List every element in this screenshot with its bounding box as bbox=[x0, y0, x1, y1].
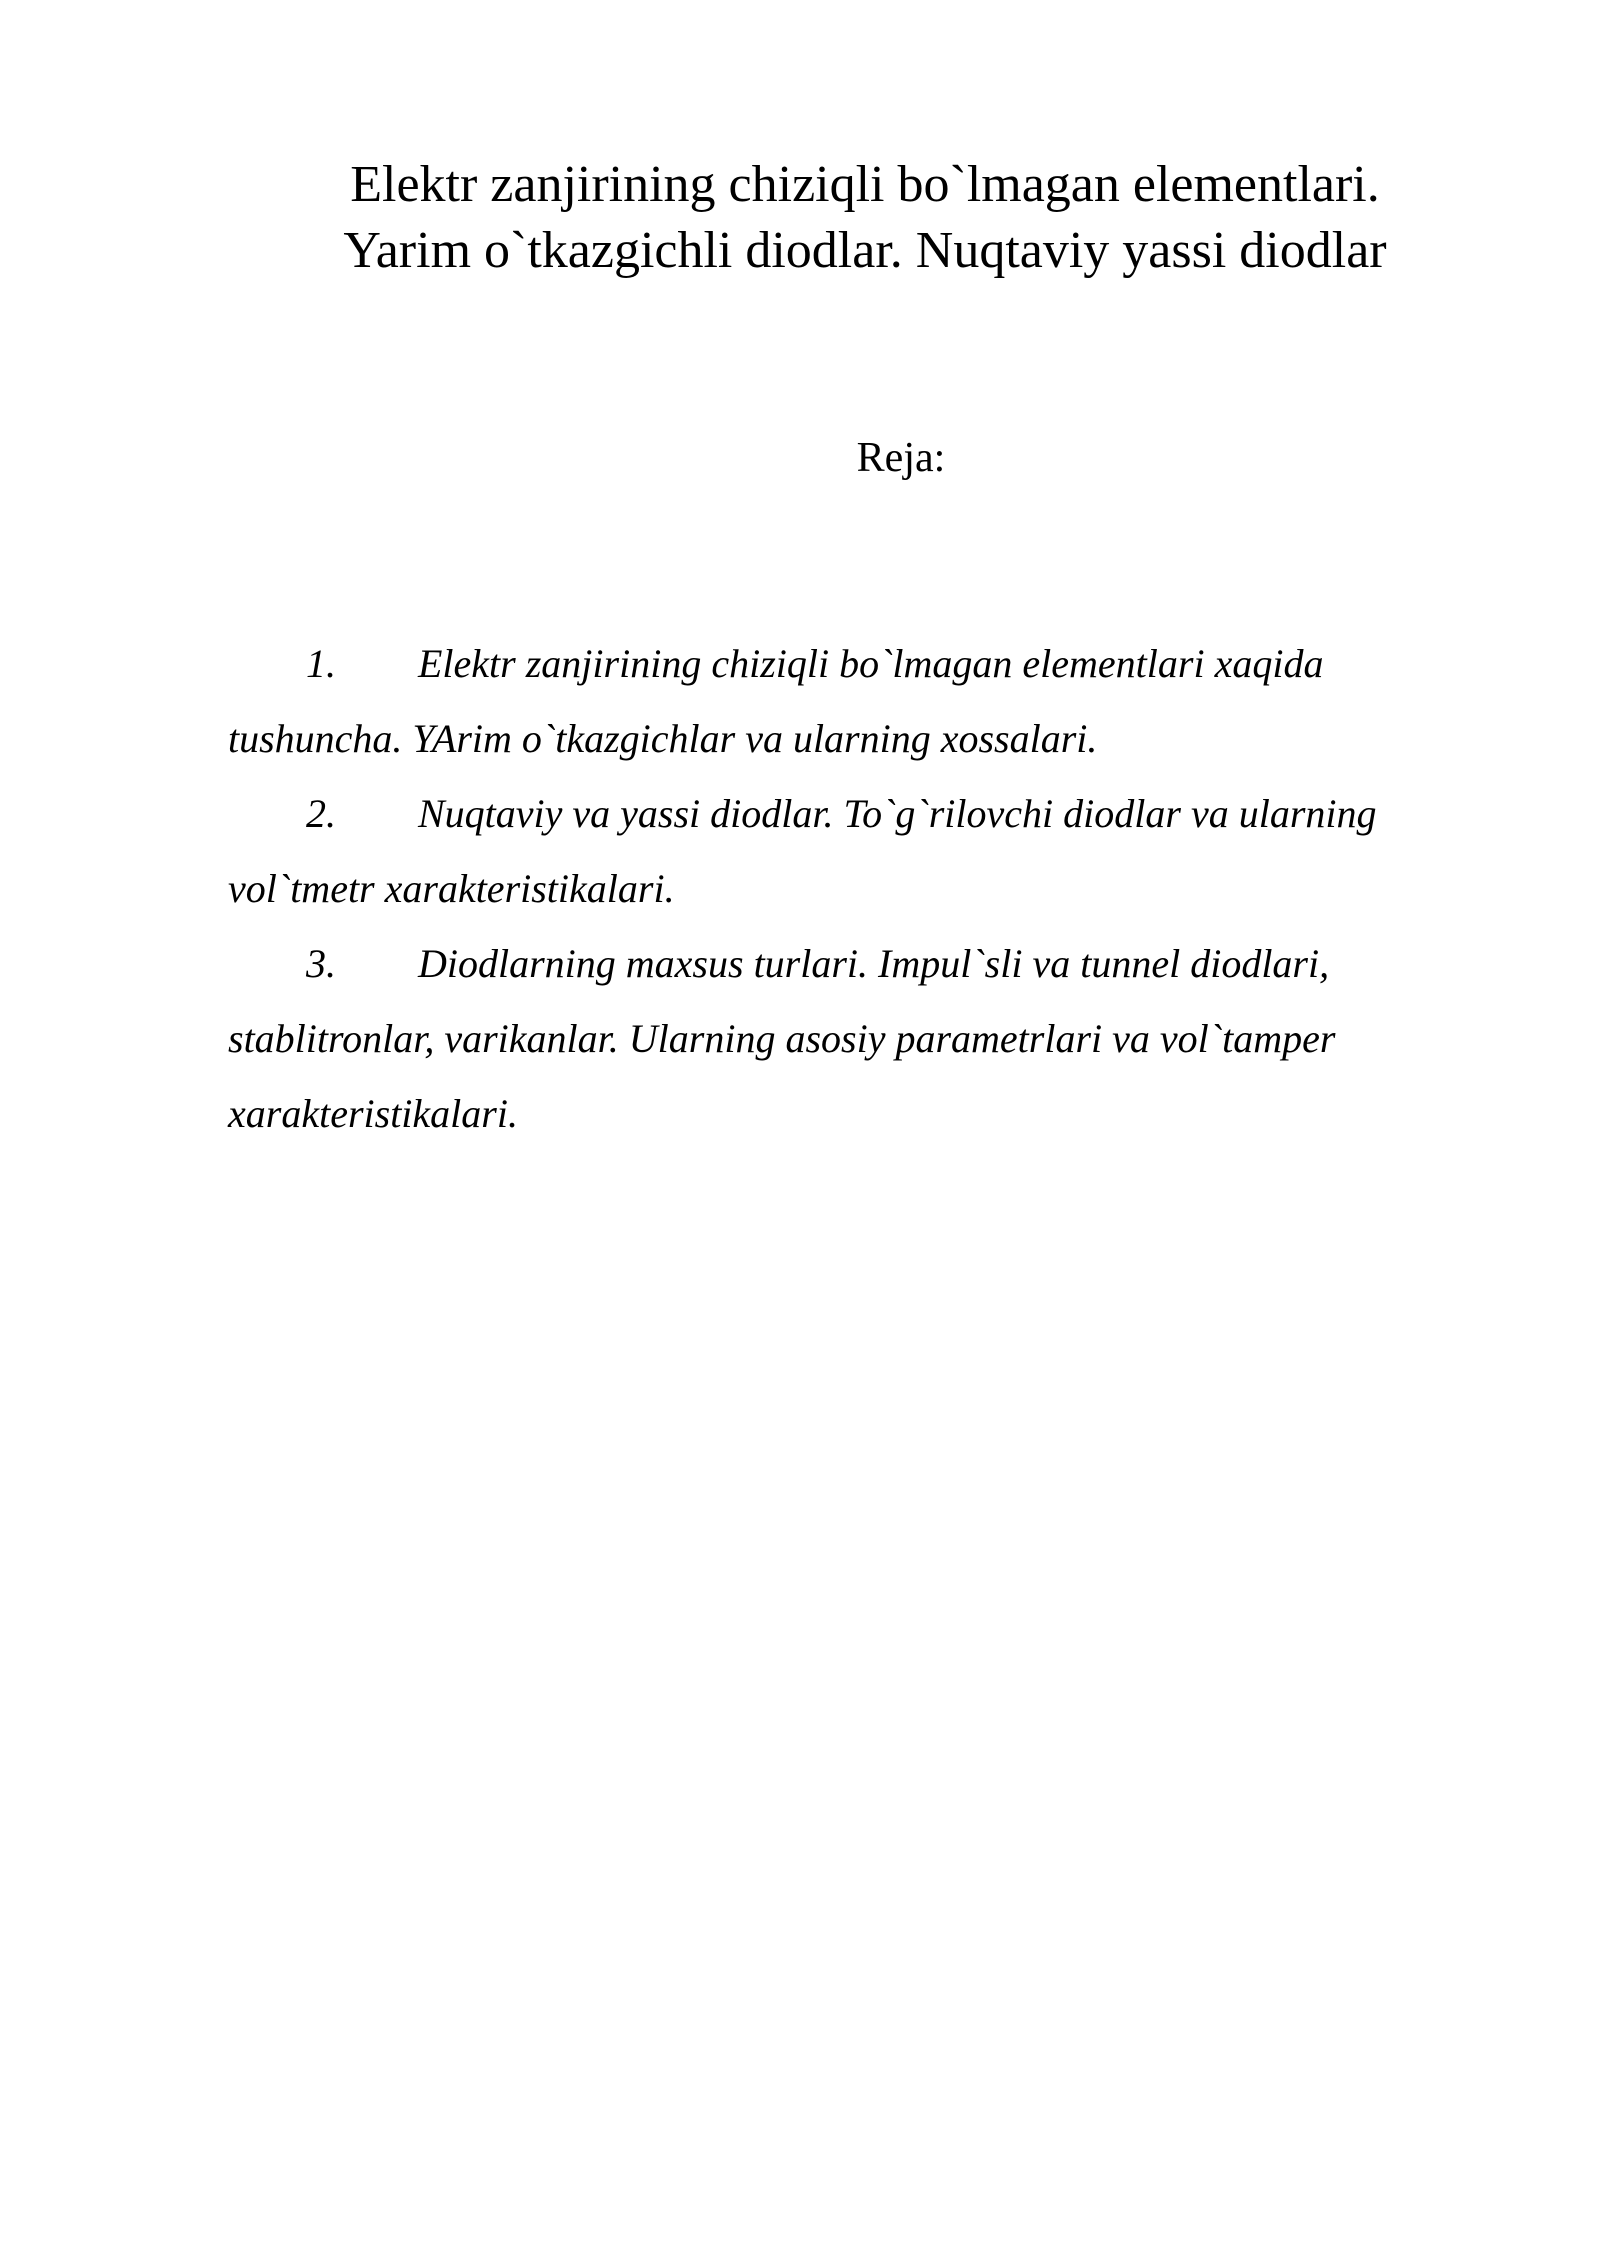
plan-item-text: Diodlarning maxsus turlari. Impul`sli va tunnel diodlari, stablitronlar, varikanlar. Ularning asosiy parametrlari va vol`tamper xarakteristikalari. bbox=[228, 941, 1336, 1136]
plan-item-text: Nuqtaviy va yassi diodlar. To`g`rilovchi diodlar va ularning vol`tmetr xarakteristikalari. bbox=[228, 791, 1377, 911]
plan-item-number: 3. bbox=[306, 941, 336, 986]
plan-item-2 bbox=[228, 776, 1468, 926]
plan-list bbox=[228, 626, 1468, 1151]
plan-item-1 bbox=[228, 626, 1468, 776]
plan-item-number: 2. bbox=[306, 791, 336, 836]
plan-item-text: Elektr zanjirining chiziqli bo`lmagan elementlari xaqida tushuncha. YArim o`tkazgichlar va ularning xossalari. bbox=[228, 641, 1324, 761]
title-line-1: Elektr zanjirining chiziqli bo`lmagan elementlari. bbox=[350, 156, 1380, 213]
plan-heading bbox=[0, 432, 1600, 484]
document-title bbox=[230, 152, 1500, 284]
plan-item-3 bbox=[228, 926, 1468, 1151]
plan-item-number: 1. bbox=[306, 641, 336, 686]
title-line-2: Yarim o`tkazgichli diodlar. Nuqtaviy yassi diodlar bbox=[343, 222, 1387, 279]
plan-heading-text: Reja: bbox=[856, 435, 946, 481]
